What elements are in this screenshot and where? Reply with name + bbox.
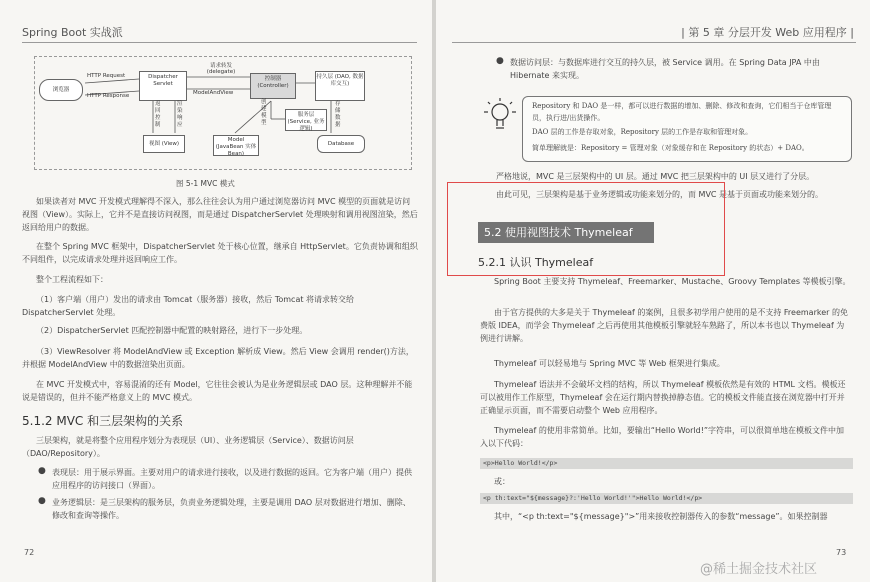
thymeleaf-paragraph-5: Thymeleaf 的使用非常简单。比如，要输出“Hello World!”字符串，可以很简单地在模板文件中加入以下代码： bbox=[480, 426, 845, 448]
left-paragraph-3: 整个工程流程如下： bbox=[36, 275, 108, 284]
view-node: 视图 (View) bbox=[143, 135, 185, 153]
request-forward-label: 请求转发 (delegate) bbox=[206, 63, 236, 75]
render-response-label: 渲染响应 bbox=[177, 101, 183, 128]
right-page-number: 73 bbox=[836, 548, 847, 557]
thymeleaf-paragraph-3: Thymeleaf 可以轻易地与 Spring MVC 等 Web 框架进行集成。 bbox=[494, 359, 725, 368]
http-response-label: HTTP Response bbox=[87, 93, 130, 99]
code-block-1: <p>Hello World!</p> bbox=[480, 458, 853, 469]
left-page-number: 72 bbox=[24, 548, 35, 557]
bullet-business-layer: 业务逻辑层：是三层架构的服务层，负责业务逻辑处理，主要是调用 DAO 层对数据进行增加、删除、修改和查询等操作。 bbox=[52, 498, 411, 520]
header-rule bbox=[452, 42, 856, 43]
persistence-node: 持久层 (DAO, 数据库交互) bbox=[315, 71, 365, 101]
header-rule bbox=[22, 42, 417, 43]
mvc-diagram bbox=[34, 56, 412, 170]
storage-label: 存储数据 bbox=[335, 101, 341, 128]
model-node: Model (JavaBean 实体Bean) bbox=[213, 135, 259, 156]
left-running-header: Spring Boot 实战派 bbox=[22, 26, 123, 39]
database-node: Database bbox=[317, 135, 365, 153]
left-page bbox=[0, 0, 432, 582]
tip-line-2: DAO 层的工作是存取对象，Repository 层的工作是存取和管理对象。 bbox=[532, 128, 753, 136]
bullet-dot: ● bbox=[38, 496, 46, 506]
tip-line-1: Repository 和 DAO 是一样，都可以进行数据的增加、删除、修改和查询，它们相当于仓库管理员，执行进/出货操作。 bbox=[532, 102, 832, 122]
controller-node: 控制器 (Controller) bbox=[250, 73, 296, 99]
thymeleaf-paragraph-1: Spring Boot 主要支持 Thymeleaf、Freemarker、Mustache、Groovy Templates 等模板引擎。 bbox=[494, 277, 851, 286]
section-5-2-1-title: 5.2.1 认识 Thymeleaf bbox=[478, 256, 594, 269]
left-step-2: （2）DispatcherServlet 匹配控制器中配置的映射路径，进行下一步处理。 bbox=[36, 326, 308, 335]
left-paragraph-1: 如果读者对 MVC 开发模式理解得不深入，那么往往会认为用户通过浏览器访问 MVC 模型的页面就是访问视图（View）。实际上，它并不是直接访问视图，而是通过 DispatcherServlet 处理映射和调用视图渲染，然后返回给用户的数据。 bbox=[22, 197, 418, 232]
lightbulb-svg bbox=[482, 96, 518, 136]
model-and-view-label: ModelAndView bbox=[193, 90, 234, 96]
dispatcher-servlet-node: Dispatcher Servlet bbox=[139, 71, 187, 101]
bullet-dot: ● bbox=[496, 56, 504, 66]
figure-caption: 图 5-1 MVC 模式 bbox=[176, 179, 235, 188]
three-tier-intro: 三层架构，就是将整个应用程序划分为表现层（UI）、业务逻辑层（Service）、数据访问层（DAO/Repository）。 bbox=[22, 436, 354, 458]
left-step-1: （1）客户端（用户）发出的请求由 Tomcat（服务器）接收，然后 Tomcat 将请求转交给 DispatcherServlet 处理。 bbox=[22, 295, 355, 317]
left-paragraph-4: 在 MVC 开发模式中，容易混淆的还有 Model，它往往会被认为是业务逻辑层或 DAO 层。这种理解并不能说是错误的，但并不能严格意义上的 MVC 模式。 bbox=[22, 380, 413, 402]
http-request-label: HTTP Request bbox=[87, 73, 126, 79]
last-line: 其中，“<p th:text="${message}">”用来接收控制器传入的参数“message”。如果控制器 bbox=[494, 512, 828, 521]
thymeleaf-paragraph-2: 由于官方提供的大多是关于 Thymeleaf 的案例，且很多初学用户使用的是不支持 Freemarker 的免费版 IDEA，而学会 Thymeleaf 之后再使用其他模板引擎就轻车熟路了，所以本书也以 Thymeleaf 为例进行讲解。 bbox=[480, 308, 848, 343]
or-text: 或： bbox=[494, 477, 510, 486]
create-model-label: 创建模型 bbox=[261, 99, 267, 126]
browser-node: 浏览器 bbox=[39, 79, 83, 101]
right-paragraph-1: 严格地说，MVC 是三层架构中的 UI 层。通过 MVC 把三层架构中的 UI 层又进行了分层。 bbox=[496, 172, 815, 181]
left-paragraph-2: 在整个 Spring MVC 框架中，DispatcherServlet 处于核心位置，继承自 HttpServlet。它负责协调和组织不同组件，以完成请求处理并返回响应工作。 bbox=[22, 242, 418, 264]
section-5-2-title: 5.2 使用视图技术 Thymeleaf bbox=[478, 222, 654, 243]
bullet-presentation-layer: 表现层：用于展示界面。主要对用户的请求进行接收，以及进行数据的返回。它为客户端（用户）提供应用程序的访问接口（界面）。 bbox=[52, 468, 412, 490]
lightbulb-icon bbox=[482, 96, 518, 136]
right-page bbox=[436, 0, 870, 582]
left-step-3: （3）ViewResolver 将 ModelAndView 或 Exception 解析成 View。然后 View 会调用 render()方法，并根据 ModelAndView 中的数据渲染出页面。 bbox=[22, 347, 414, 369]
code-block-2: <p th:text="${message}?:'Hello World!'">Hello World!</p> bbox=[480, 493, 853, 504]
right-paragraph-2: 由此可见，三层架构是基于业务逻辑或功能来划分的，而 MVC 是基于页面或功能来划分的。 bbox=[496, 190, 824, 199]
bullet-data-access-layer: 数据访问层：与数据库进行交互的持久层，被 Service 调用。在 Spring Data JPA 中由 Hibernate 来实现。 bbox=[510, 58, 820, 80]
right-running-header: | 第 5 章 分层开发 Web 应用程序 | bbox=[681, 26, 854, 39]
section-5-1-2-title: 5.1.2 MVC 和三层架构的关系 bbox=[22, 414, 184, 428]
service-node: 服务层 (Service, 业务逻辑) bbox=[285, 109, 327, 131]
bullet-dot: ● bbox=[38, 466, 46, 476]
watermark: @稀土掘金技术社区 bbox=[700, 562, 818, 577]
red-highlight-frame bbox=[447, 182, 725, 276]
thymeleaf-paragraph-4: Thymeleaf 语法并不会破坏文档的结构，所以 Thymeleaf 模板依然是有效的 HTML 文档。模板还可以被用作工作原型，Thymeleaf 会在运行期内替换掉静态值。它的模板文件能直接在浏览器中打开并正确显示页面，而不需要启动整个 Web 应用程序。 bbox=[480, 380, 846, 415]
return-control-label: 返回控制 bbox=[155, 101, 161, 128]
tip-line-3: 简单理解就是：Repository = 管理对象（对象缓存和在 Repository 的状态）+ DAO。 bbox=[532, 144, 809, 152]
